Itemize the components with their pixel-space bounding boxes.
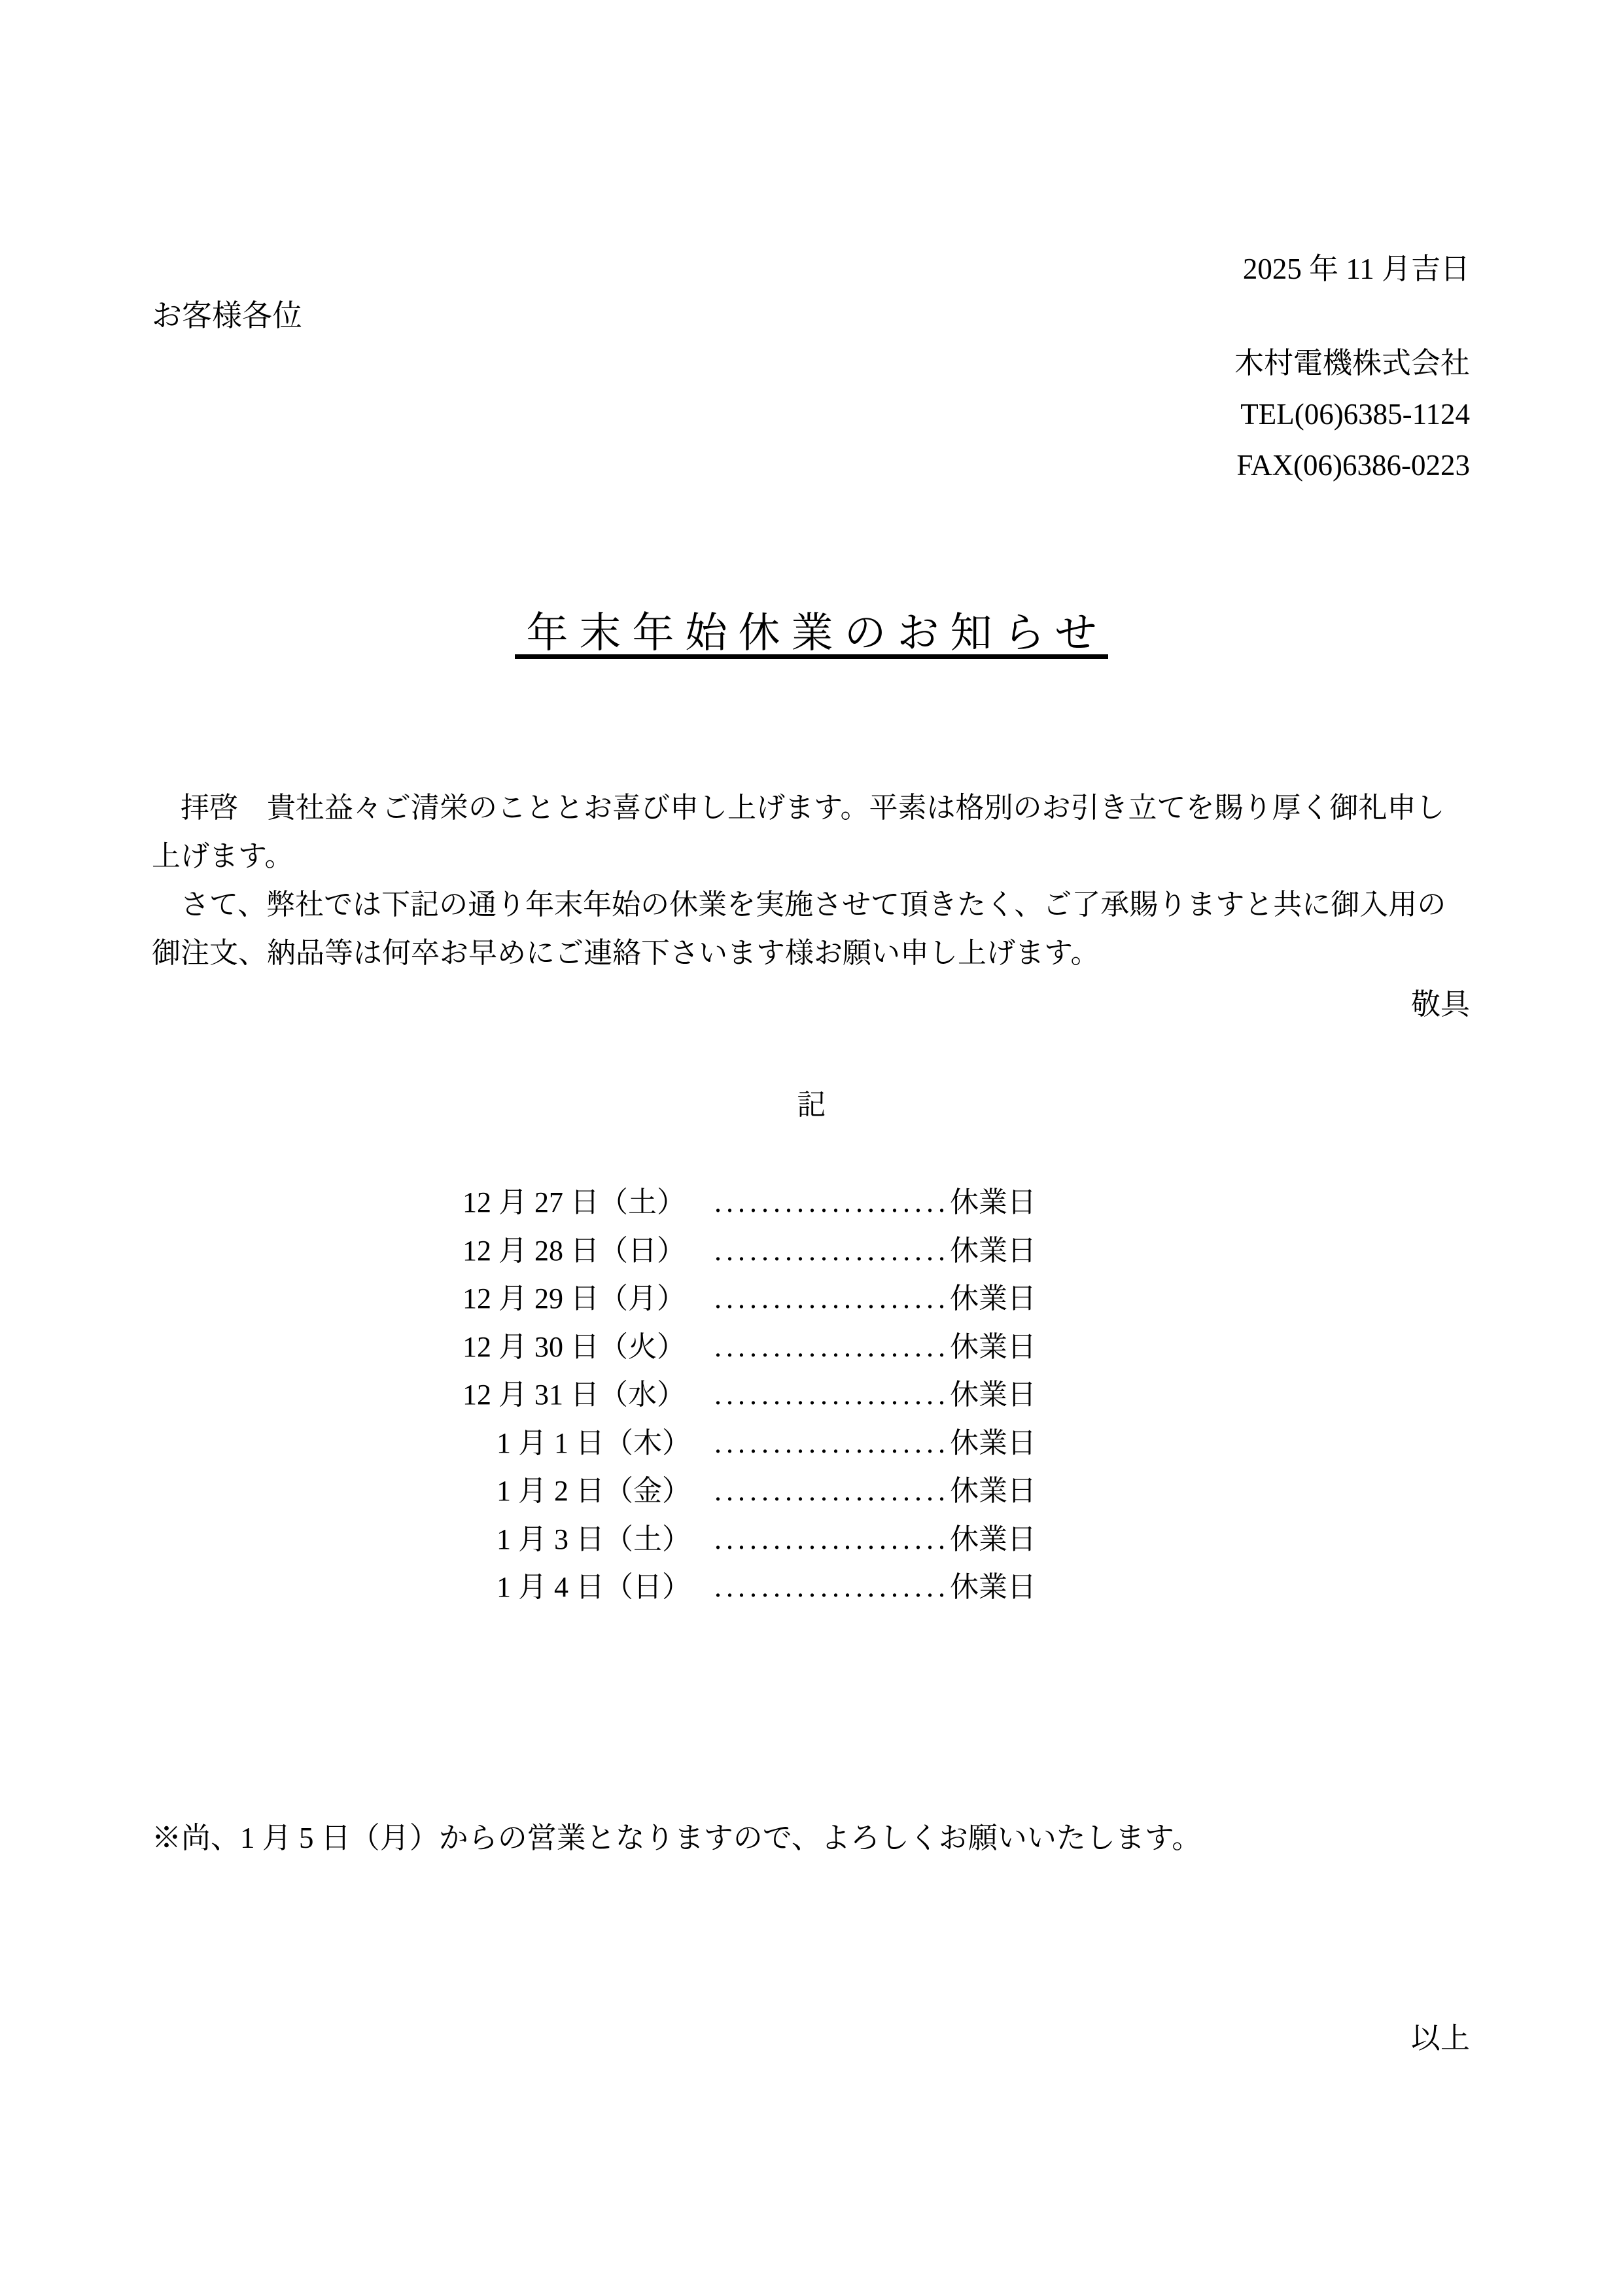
body-line: 御注文、納品等は何卒お早めにご連絡下さいます様お願い申し上げます。 xyxy=(152,937,1100,969)
dot-leader: .................... xyxy=(714,1475,950,1507)
schedule-status: 休業日 xyxy=(950,1475,1036,1507)
schedule-status: 休業日 xyxy=(950,1571,1036,1603)
schedule-row xyxy=(462,1419,1036,1468)
addressee: お客様各位 xyxy=(152,299,302,332)
schedule-row xyxy=(462,1467,1036,1515)
schedule-date: 12 月 30 日（火） xyxy=(462,1330,686,1363)
schedule-date: 1 月 4 日（日） xyxy=(497,1571,691,1603)
dot-leader: .................... xyxy=(714,1330,950,1363)
holiday-schedule-list xyxy=(462,1178,1036,1612)
schedule-date: 1 月 2 日（金） xyxy=(497,1475,691,1507)
schedule-date: 12 月 28 日（日） xyxy=(462,1234,686,1267)
body-line: さて、弊社では下記の通り年末年始の休業を実施させて頂きたく、ご了承賜りますと共に御入用の xyxy=(152,889,1446,921)
closing-keigu: 敬具 xyxy=(1410,988,1470,1021)
schedule-status: 休業日 xyxy=(950,1282,1036,1315)
dot-leader: .................... xyxy=(714,1234,950,1267)
schedule-row xyxy=(462,1515,1036,1564)
schedule-row xyxy=(462,1227,1036,1275)
schedule-row xyxy=(462,1178,1036,1227)
dot-leader: .................... xyxy=(714,1523,950,1555)
schedule-status: 休業日 xyxy=(950,1523,1036,1555)
issue-date: 2025 年 11 月吉日 xyxy=(1242,253,1470,285)
sender-fax: FAX(06)6386-0223 xyxy=(1236,449,1470,482)
schedule-status: 休業日 xyxy=(950,1330,1036,1363)
schedule-date: 12 月 31 日（水） xyxy=(462,1379,686,1411)
dot-leader: .................... xyxy=(714,1426,950,1459)
footer-ijou: 以上 xyxy=(1410,2022,1470,2055)
schedule-date: 12 月 29 日（月） xyxy=(462,1282,686,1315)
sender-block xyxy=(1234,338,1470,491)
page-title: 年末年始休業のお知らせ xyxy=(515,612,1108,659)
record-marker-ki: 記 xyxy=(797,1089,826,1121)
title-row xyxy=(0,612,1623,659)
dot-leader: .................... xyxy=(714,1186,950,1218)
body-line: 上げます。 xyxy=(152,840,294,872)
schedule-date: 1 月 1 日（木） xyxy=(497,1426,691,1459)
schedule-status: 休業日 xyxy=(950,1379,1036,1411)
schedule-row xyxy=(462,1275,1036,1323)
schedule-status: 休業日 xyxy=(950,1234,1036,1267)
schedule-row xyxy=(462,1371,1036,1419)
reopening-note: ※尚、1 月 5 日（月）からの営業となりますので、よろしくお願いいたします。 xyxy=(152,1822,1202,1854)
schedule-date: 12 月 27 日（土） xyxy=(462,1186,686,1218)
sender-tel: TEL(06)6385-1124 xyxy=(1240,398,1470,431)
body-text xyxy=(152,784,1480,978)
schedule-row xyxy=(462,1563,1036,1612)
sender-company: 木村電機株式会社 xyxy=(1234,347,1470,380)
dot-leader: .................... xyxy=(714,1571,950,1603)
dot-leader: .................... xyxy=(714,1282,950,1315)
schedule-status: 休業日 xyxy=(950,1186,1036,1218)
schedule-date: 1 月 3 日（土） xyxy=(497,1523,691,1555)
dot-leader: .................... xyxy=(714,1379,950,1411)
body-line: 拝啓 貴社益々ご清栄のこととお喜び申し上げます。平素は格別のお引き立てを賜り厚く御礼申し xyxy=(152,792,1445,824)
schedule-row xyxy=(462,1323,1036,1371)
schedule-status: 休業日 xyxy=(950,1426,1036,1459)
